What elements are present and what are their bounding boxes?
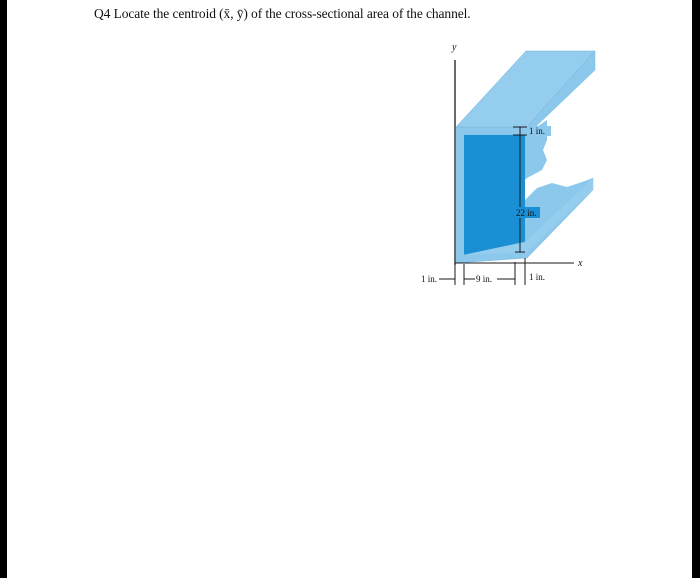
web-left-edge [456, 127, 464, 263]
web-face [464, 135, 525, 255]
height-label: 22 in. [516, 208, 537, 218]
top-flange-thickness-label: 1 in. [529, 126, 546, 136]
channel-diagram [7, 0, 692, 578]
worksheet-page [7, 0, 692, 578]
flange-width-label: 9 in. [476, 274, 493, 284]
web-thickness-label: 1 in. [421, 274, 438, 284]
bottom-flange-thickness-label: 1 in. [529, 272, 546, 282]
x-axis-label: x [578, 258, 583, 269]
question-text: Q4 Locate the centroid (x̄, ȳ) of the cross-sectional area of the channel. [94, 6, 471, 21]
y-axis-label: y [452, 42, 457, 53]
